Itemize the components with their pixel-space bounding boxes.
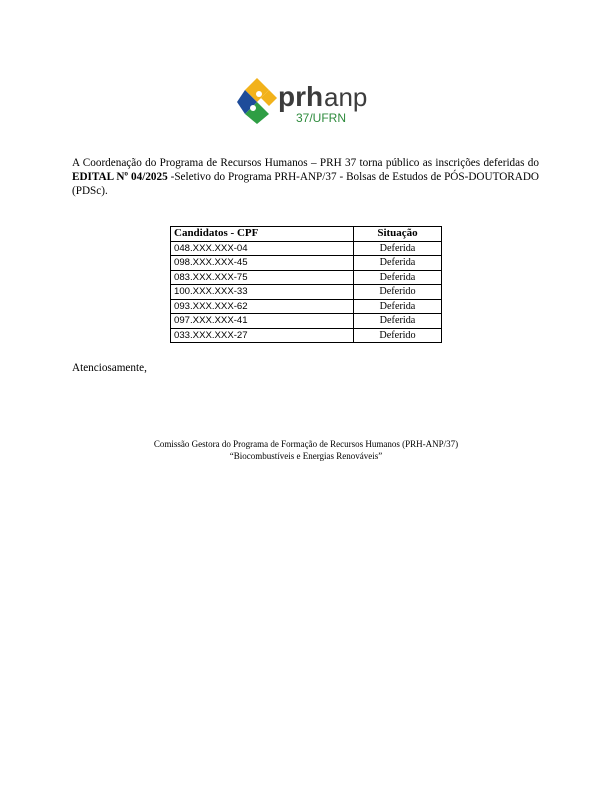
prh-anp-logo: [236, 76, 376, 126]
status-cell: Deferida: [354, 270, 442, 285]
logo-subtitle: 37/UFRN: [296, 111, 347, 125]
cpf-cell: 100.XXX.XXX-33: [171, 285, 354, 300]
candidates-table: [170, 226, 442, 343]
table-header-row: [171, 227, 442, 242]
intro-paragraph: [72, 156, 539, 199]
table-row: [171, 270, 442, 285]
logo-anp-text: anp: [324, 82, 368, 112]
table-row: [171, 314, 442, 329]
footer-line-2: “Biocombustíveis e Energias Renováveis”: [229, 450, 383, 461]
edital-number: EDITAL Nº 04/2025: [72, 171, 168, 184]
closing-text: Atenciosamente,: [72, 362, 147, 374]
status-cell: Deferido: [354, 285, 442, 300]
table-row: [171, 328, 442, 343]
cpf-cell: 083.XXX.XXX-75: [171, 270, 354, 285]
header-cpf: Candidatos - CPF: [171, 227, 354, 242]
status-cell: Deferida: [354, 256, 442, 271]
footer-line-1: Comissão Gestora do Programa de Formação de Recursos Humanos (PRH-ANP/37): [153, 439, 459, 449]
puzzle-logo-icon: [236, 76, 376, 126]
cpf-cell: 093.XXX.XXX-62: [171, 299, 354, 314]
logo-prh-text: prh: [278, 81, 324, 112]
cpf-cell: 097.XXX.XXX-41: [171, 314, 354, 329]
status-cell: Deferida: [354, 314, 442, 329]
status-cell: Deferida: [354, 241, 442, 256]
table-row: [171, 241, 442, 256]
table-row: [171, 285, 442, 300]
table-row: [171, 256, 442, 271]
status-cell: Deferida: [354, 299, 442, 314]
table-row: [171, 299, 442, 314]
cpf-cell: 048.XXX.XXX-04: [171, 241, 354, 256]
cpf-cell: 098.XXX.XXX-45: [171, 256, 354, 271]
header-status: Situação: [354, 227, 442, 242]
intro-text-part1: A Coordenação do Programa de Recursos Humanos – PRH 37 torna público as inscrições deferidas do: [72, 157, 539, 169]
status-cell: Deferido: [354, 328, 442, 343]
cpf-cell: 033.XXX.XXX-27: [171, 328, 354, 343]
intro-text-part2: -Seletivo do Programa PRH-ANP/37 - Bolsas de Estudos de PÓS-DOUTORADO (PDSc).: [72, 171, 539, 198]
footer-signature: [72, 439, 540, 462]
